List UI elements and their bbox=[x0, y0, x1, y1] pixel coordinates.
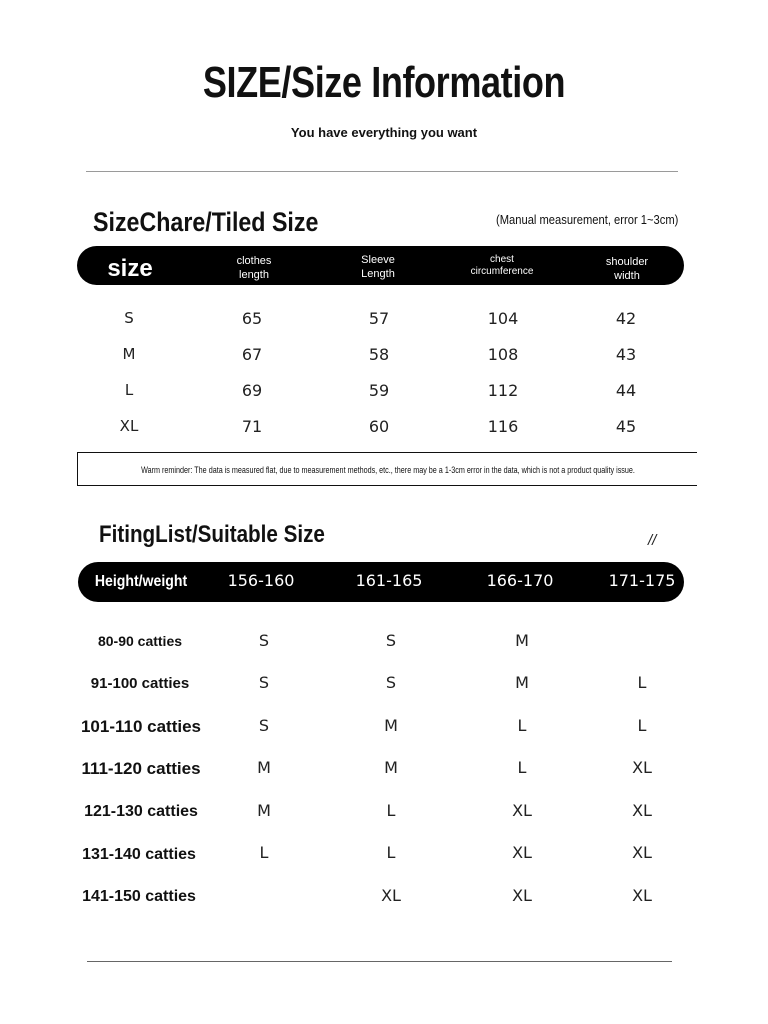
chest-value: 108 bbox=[487, 345, 519, 364]
weight-label: 91-100 catties bbox=[90, 675, 190, 692]
shoulder-value: 43 bbox=[615, 345, 637, 364]
header-height-2: 161-165 bbox=[355, 571, 423, 590]
fit-size: M bbox=[257, 801, 271, 820]
header-height-weight: Height/weight bbox=[94, 573, 188, 590]
weight-label: 80-90 catties bbox=[97, 633, 183, 649]
fit-size: M bbox=[515, 673, 529, 692]
fit-size: M bbox=[515, 631, 529, 650]
fit-size: XL bbox=[381, 886, 401, 905]
size-chart-title: SizeChare/Tiled Size bbox=[93, 207, 319, 237]
shoulder-value: 44 bbox=[615, 381, 637, 400]
fit-size: XL bbox=[512, 843, 532, 862]
weight-label: 121-130 catties bbox=[84, 803, 198, 820]
chest-value: 104 bbox=[487, 309, 519, 328]
fit-size: XL bbox=[512, 801, 532, 820]
size-label: M bbox=[122, 345, 136, 363]
page-subtitle: You have everything you want bbox=[290, 125, 478, 140]
weight-label: 111-120 catties bbox=[81, 759, 201, 778]
fit-size: S bbox=[258, 673, 270, 692]
fit-size: L bbox=[517, 716, 527, 735]
fit-size: M bbox=[384, 716, 398, 735]
header-shoulder-width: shoulder width bbox=[605, 256, 649, 282]
divider-top bbox=[86, 171, 678, 172]
clothes-length-value: 65 bbox=[241, 309, 263, 328]
clothes-length-value: 67 bbox=[241, 345, 263, 364]
warm-reminder-box bbox=[77, 452, 697, 486]
fitting-list-title: FitingList/Suitable Size bbox=[99, 521, 325, 548]
fit-size: L bbox=[517, 758, 527, 777]
header-size: size bbox=[107, 255, 153, 282]
header-chest-circumference: chest circumference bbox=[470, 254, 534, 277]
fit-size: S bbox=[385, 631, 397, 650]
fit-size: XL bbox=[632, 843, 652, 862]
fit-size: XL bbox=[632, 801, 652, 820]
fit-size: XL bbox=[632, 886, 652, 905]
sleeve-length-value: 58 bbox=[368, 345, 390, 364]
weight-label: 101-110 catties bbox=[80, 717, 202, 736]
shoulder-value: 45 bbox=[615, 417, 637, 436]
header-height-3: 166-170 bbox=[486, 571, 554, 590]
size-label: L bbox=[124, 381, 134, 399]
size-label: S bbox=[124, 309, 134, 327]
size-chart-header-bar bbox=[77, 246, 684, 285]
warm-reminder-text: Warm reminder: The data is measured flat, due to measurement methods, etc., there may be a 1-3cm error in the data, which is not a product quality issue. bbox=[141, 465, 635, 475]
clothes-length-value: 71 bbox=[241, 417, 263, 436]
weight-label: 131-140 catties bbox=[82, 846, 196, 863]
fit-size: L bbox=[386, 801, 396, 820]
header-sleeve-length: Sleeve Length bbox=[361, 254, 395, 280]
shoulder-value: 42 bbox=[615, 309, 637, 328]
fit-size: S bbox=[258, 716, 270, 735]
sleeve-length-value: 57 bbox=[368, 309, 390, 328]
header-height-4: 171-175 bbox=[608, 571, 676, 590]
fit-size: XL bbox=[632, 758, 652, 777]
sleeve-length-value: 60 bbox=[368, 417, 390, 436]
fit-size: L bbox=[386, 843, 396, 862]
fit-size: M bbox=[257, 758, 271, 777]
divider-bottom bbox=[87, 961, 672, 962]
fit-size: S bbox=[385, 673, 397, 692]
header-height-1: 156-160 bbox=[227, 571, 295, 590]
weight-label: 141-150 catties bbox=[82, 888, 196, 905]
fit-size: L bbox=[637, 673, 647, 692]
clothes-length-value: 69 bbox=[241, 381, 263, 400]
fit-size: L bbox=[637, 716, 647, 735]
fit-size: S bbox=[258, 631, 270, 650]
slash-mark: // bbox=[648, 532, 657, 549]
chest-value: 112 bbox=[487, 381, 519, 400]
sleeve-length-value: 59 bbox=[368, 381, 390, 400]
size-label: XL bbox=[119, 417, 139, 435]
page-title: SIZE/Size Information bbox=[202, 58, 566, 107]
fit-size: L bbox=[259, 843, 269, 862]
chest-value: 116 bbox=[487, 417, 519, 436]
fitting-header-bar bbox=[78, 562, 684, 602]
fit-size: M bbox=[384, 758, 398, 777]
measurement-note: (Manual measurement, error 1~3cm) bbox=[496, 212, 679, 227]
fit-size: XL bbox=[512, 886, 532, 905]
header-clothes-length: clothes length bbox=[236, 255, 272, 281]
